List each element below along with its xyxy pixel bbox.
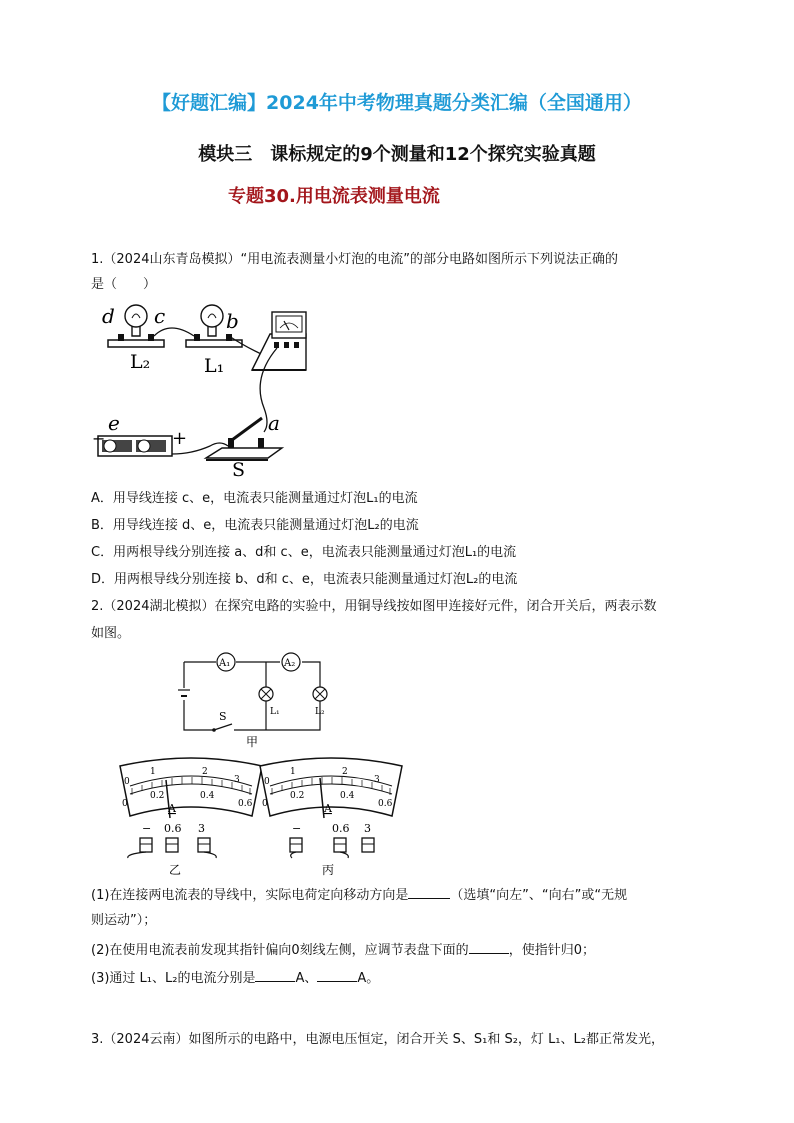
meter-yi-unit: A: [168, 802, 176, 815]
q2-sub3-text-b: A、: [295, 971, 318, 986]
q2-sub3: [91, 967, 703, 989]
label-d: d: [102, 304, 115, 328]
circuit-s: S: [219, 710, 227, 723]
meter-yi-bot-1: 0.2: [150, 791, 165, 801]
q1-stem-line1: 1.（2024山东青岛模拟）“用电流表测量小灯泡的电流”的部分电路如图所示下列说法正确的: [91, 252, 618, 267]
meter-bing-bot-1: 0.2: [290, 791, 305, 801]
circuit-a2: A₂: [284, 658, 296, 669]
meter-bing-bot-2: 0.4: [340, 791, 355, 801]
label-minus: −: [92, 429, 106, 448]
meter-bing-caption: 丙: [322, 863, 335, 877]
q2-sub2-text-b: ，使指针归0；: [508, 943, 595, 958]
q2-sub2-text-a: (2)在使用电流表前发现其指针偏向0刻线左侧，应调节表盘下面的: [91, 943, 469, 958]
q1-option-c: C．用两根导线分别连接 a、d和 c、e，电流表只能测量通过灯泡L₁的电流: [91, 545, 517, 560]
label-b: b: [226, 309, 239, 333]
q2-stem-line2: 如图。: [91, 626, 131, 641]
q2-sub2-blank[interactable]: [469, 939, 509, 954]
meter-bing-top-3: 3: [374, 775, 380, 785]
q2-sub1-text-a: (1)在连接两电流表的导线中，实际电荷定向移动方向是: [91, 888, 409, 903]
meter-yi-term-06: 0.6: [164, 822, 182, 835]
meter-yi-top-2: 2: [202, 767, 208, 777]
q2-sub1-text-b: （选填“向左”、“向右”或“无规: [450, 888, 628, 903]
meter-yi-bot-0: 0: [122, 799, 128, 809]
q2-sub2: [91, 939, 703, 961]
battery: [98, 436, 172, 456]
meter-yi-term-3: 3: [198, 822, 205, 835]
meter-yi-bot-3: 0.6: [238, 799, 253, 809]
q2-sub1-cont: 则运动”）；: [91, 913, 157, 928]
meter-yi-bot-2: 0.4: [200, 791, 215, 801]
meter-bing-term-3: 3: [364, 822, 371, 835]
meter-bing-top-0: 0: [264, 777, 270, 787]
label-e: e: [108, 411, 120, 435]
meter-bing-top-2: 2: [342, 767, 348, 777]
q2-circuit-diagram: [174, 650, 344, 750]
meter-bing-bot-3: 0.6: [378, 799, 393, 809]
label-c: c: [154, 304, 166, 328]
meter-bing-bot-0: 0: [262, 799, 268, 809]
circuit-caption: 甲: [246, 735, 259, 749]
q1-option-b: B．用导线连接 d、e，电流表只能测量通过灯泡L₂的电流: [91, 518, 419, 533]
label-s: S: [232, 459, 246, 481]
circuit-l2: L₂: [315, 707, 325, 717]
q1-circuit-figure: [92, 298, 352, 481]
meter-bing-unit: A: [324, 802, 332, 815]
ammeter: [252, 312, 306, 370]
q2-sub3-blank-2[interactable]: [317, 967, 357, 982]
q2-sub3-text-a: (3)通过 L₁、L₂的电流分别是: [91, 971, 256, 986]
label-a: a: [268, 411, 280, 435]
meter-yi-top-0: 0: [124, 777, 130, 787]
label-l2: L₂: [130, 351, 151, 373]
q2-sub1: [91, 884, 703, 906]
q2-sub3-text-c: A。: [357, 971, 380, 986]
label-plus: +: [172, 428, 188, 449]
document-title: 【好题汇编】2024年中考物理真题分类汇编（全国通用）: [152, 92, 642, 114]
q1-stem-line2: 是（ ）: [91, 277, 157, 292]
topic-title: 专题30.用电流表测量电流: [228, 186, 440, 207]
meter-bing: [258, 758, 404, 880]
q2-sub1-blank[interactable]: [408, 884, 450, 899]
meter-bing-top-1: 1: [290, 767, 296, 777]
meter-bing-term-minus: −: [292, 822, 302, 835]
module-title: 模块三 课标规定的9个测量和12个探究实验真题: [198, 144, 596, 165]
q2-sub3-blank-1[interactable]: [255, 967, 295, 982]
q1-option-a: A．用导线连接 c、e，电流表只能测量通过灯泡L₁的电流: [91, 491, 418, 506]
circuit-l1: L₁: [270, 707, 280, 717]
meter-yi-top-3: 3: [234, 775, 240, 785]
meter-yi-top-1: 1: [150, 767, 156, 777]
label-l1: L₁: [204, 355, 225, 377]
circuit-a1: A₁: [219, 658, 231, 669]
q3-stem: 3.（2024云南）如图所示的电路中，电源电压恒定，闭合开关 S、S₁和 S₂，灯 L₁、L₂都正常发光，: [91, 1032, 664, 1047]
q1-option-d: D．用两根导线分别连接 b、d和 c、e，电流表只能测量通过灯泡L₂的电流: [91, 572, 518, 587]
meter-yi-term-minus: −: [142, 822, 152, 835]
meter-yi: [118, 758, 264, 880]
meter-bing-term-06: 0.6: [332, 822, 350, 835]
q2-stem-line1: 2.（2024湖北模拟）在探究电路的实验中，用铜导线按如图甲连接好元件，闭合开关后，两表示数: [91, 599, 657, 614]
meter-yi-caption: 乙: [169, 863, 182, 877]
